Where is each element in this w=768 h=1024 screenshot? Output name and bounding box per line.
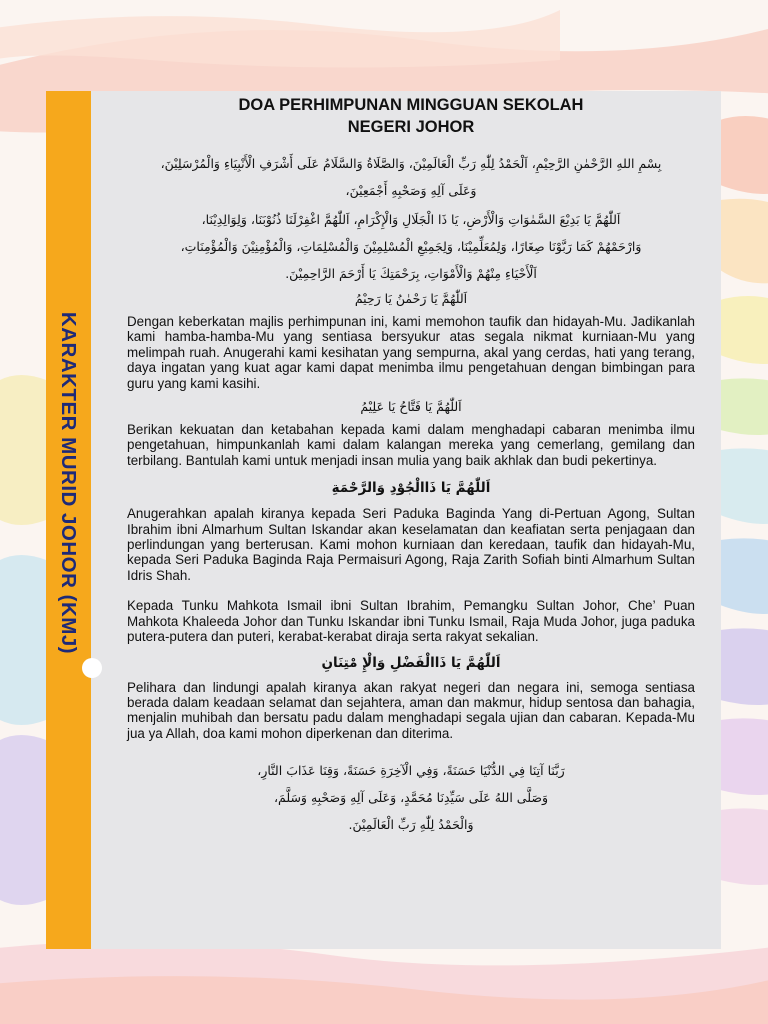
arabic-closing-1: رَبَّنَا آتِنَا فِي الدُّنْيَا حَسَنَةً، وَفِي الْآخِرَةِ حَسَنَةً، وَقِنَا عَذَابَ النَّارِ، [257,763,565,779]
paragraph-3: Anugerahkan apalah kiranya kepada Seri Paduka Baginda Yang di-Pertuan Agong, Sultan Ibrahim ibni Almarhum Sultan Iskandar akan keselamatan dan keafiatan serta penjagaan dan perlindungan yang berterusan. Kami mohon kurniaan dan keredaan, taufik dan hidayah-Mu, kepada Seri Paduka Baginda Raja Permaisuri Agong, Raja Zarith Sofiah binti Almarhum Sultan Idris Shah. [127,506,695,583]
sidebar-band [46,91,91,949]
paragraph-5: Pelihara dan lindungi apalah kiranya akan rakyat negeri dan negara ini, semoga sentiasa berada dalam keadaan selamat dan sejahtera, aman dan makmur, hidup sentosa dan bahagia, menjalin muhibah dan bersatu padu dalam menghadapi segala ujian dan cabaran. Kepada-Mu jua ya Allah, doa kami mohon diperkenan dan diterima. [127,679,695,741]
page-title [127,94,695,138]
arabic-closing-2: وَصَلَّى اللهُ عَلَى سَيِّدِنَا مُحَمَّدٍ، وَعَلَى آلِهِ وَصَحْبِهِ وَسَلَّمَ، [273,790,549,806]
paragraph-1: Dengan keberkatan majlis perhimpunan ini, kami memohon taufik dan hidayah-Mu. Jadikanlah kami hamba-hamba-Mu yang sentiasa bersyukur atas segala nikmat kurniaan-Mu yang melimpah ruah. Anugerahi kami kesihatan yang sempurna, akal yang cerdas, hati yang terang, daya ingatan yang kuat agar kami dapat menimba ilmu pengetahuan dengan bimbingan para guru yang kami kasihi. [127,314,695,391]
arabic-invocation-4: اَللّٰهُمَّ يَا ذَاالْفَضْلِ وَالْإِ مْتِنَانِ [321,654,501,671]
title-line-1: DOA PERHIMPUNAN MINGGUAN SEKOLAH [238,96,584,114]
paragraph-2: Berikan kekuatan dan ketabahan kepada kami dalam menghadapi cabaran menimba ilmu pengetahuan, himpunkanlah kami dalam kalangan mereka yang cemerlang, gemilang dan terbilang. Bantulah kami untuk menjadi insan mulia yang baik akhlak dan budi pekertinya. [127,422,695,468]
prayer-content [127,91,695,832]
arabic-line-2: وَعَلَى آلِهِ وَصَحْبِهِ أَجْمَعِيْنَ، [345,183,477,198]
arabic-line-4: وَارْحَمْهُمْ كَمَا رَبَّوْنَا صِغَارًا، وَلِمُعَلِّمِيْنَا، وَلِجَمِيْعِ الْمُسْلِمِيْنَ وَالْمُسْلِمَاتِ، وَالْمُؤْمِنِيْنَ وَالْمُؤْمِنَاتِ، [180,239,642,254]
prayer-panel [46,91,721,949]
arabic-line-3: اَللّٰهُمَّ يَا بَدِيْعَ السَّمٰوَاتِ وَالْأَرْضِ، يَا ذَا الْجَلَالِ وَالْإِكْرَامِ، اَللّٰهُمَّ اغْفِرْلَنَا ذُنُوْبَنَا، وَلِوَالِدِيْنَا، [201,212,621,227]
arabic-invocation-1: اَللّٰهُمَّ يَا رَحْمٰنُ يَا رَحِيْمُ [354,291,468,306]
title-line-2: NEGERI JOHOR [347,118,475,136]
arabic-closing-3: وَالْحَمْدُ لِلّٰهِ رَبِّ الْعَالَمِيْنَ. [348,817,474,833]
side-label: KARAKTER MURID JOHOR (KMJ) [57,311,80,655]
paragraph-4: Kepada Tunku Mahkota Ismail ibni Sultan Ibrahim, Pemangku Sultan Johor, Che’ Puan Mahkota Khaleeda Johor dan Tunku Iskandar ibni Tunku Ismail, Raja Muda Johor, juga paduka putera-putera dan puteri, kerabat-kerabat diraja serta rakyat sekalian. [127,598,695,645]
arabic-invocation-3: اَللّٰهُمَّ يَا ذَاالْجُوْدِ وَالرَّحْمَةِ [331,480,491,497]
decorative-dot [82,658,102,678]
arabic-invocation-2: اَللّٰهُمَّ يَا فَتَّاحُ يَا عَلِيْمُ [360,399,462,415]
arabic-line-5: اَلْأَحْيَاءِ مِنْهُمْ وَالْأَمْوَاتِ، بِرَحْمَتِكَ يَا أَرْحَمَ الرَّاحِمِيْنَ. [285,266,537,281]
arabic-line-1: بِسْمِ اللهِ الرَّحْمٰنِ الرَّحِيْمِ، اَلْحَمْدُ لِلّٰهِ رَبِّ الْعَالَمِيْنَ، وَالصَّلَاةُ وَالسَّلَامُ عَلَى أَشْرَفِ الْأَنْبِيَاءِ وَالْمُرْسَلِيْنَ، [160,156,662,171]
